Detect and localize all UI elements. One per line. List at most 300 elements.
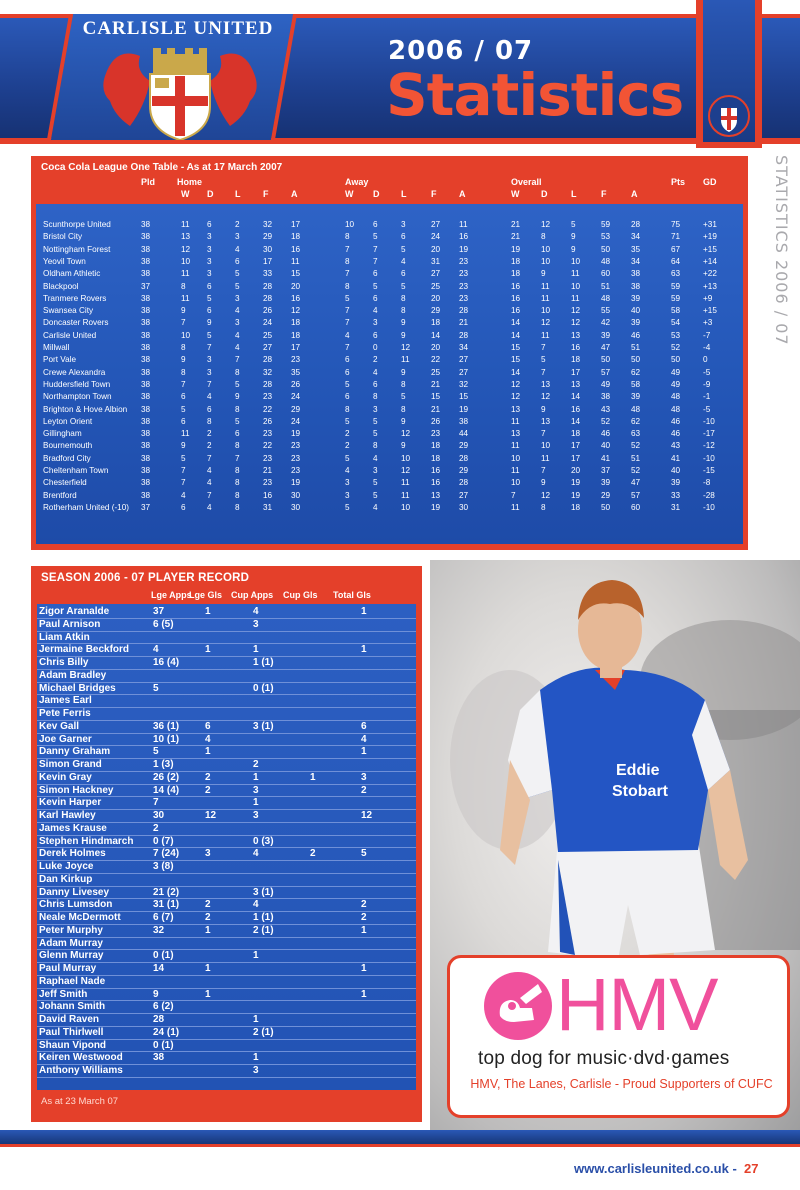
player-stat: 4: [205, 733, 211, 745]
league-row: [31, 343, 748, 355]
league-cell: 38: [141, 306, 151, 316]
league-cell: 67: [671, 244, 681, 254]
league-cell: 39: [601, 330, 611, 340]
player-name: Jeff Smith: [39, 988, 88, 1000]
league-cell: 55: [601, 306, 611, 316]
league-cell: 7: [541, 466, 546, 475]
player-stat: 24 (1): [153, 1026, 180, 1038]
league-cell: 17: [571, 367, 581, 377]
league-row: [31, 306, 748, 318]
league-cell: 10: [541, 256, 551, 266]
league-subheader-a: A: [631, 189, 638, 199]
league-cell: 24: [431, 232, 441, 242]
league-cell: 16: [263, 490, 273, 500]
league-cell: 6: [345, 367, 350, 377]
league-header-pld: Pld: [141, 177, 156, 187]
player-stat: 3: [253, 618, 259, 630]
hmv-supporters-text: HMV, The Lanes, Carlisle - Proud Supporters of CUFC: [470, 1077, 773, 1091]
league-row: [31, 355, 748, 367]
league-cell: 6: [207, 281, 212, 291]
league-cell: 5: [207, 330, 212, 340]
player-stat: 7 (24): [153, 848, 180, 860]
league-cell: 18: [291, 318, 301, 328]
team-name: Chesterfield: [43, 478, 87, 488]
team-name: Swansea City: [43, 306, 94, 316]
league-cell: 24: [263, 318, 273, 328]
league-cell: 2: [207, 441, 212, 451]
league-cell: 14: [511, 367, 521, 377]
team-name: Huddersfield Town: [43, 379, 111, 389]
team-name: Northampton Town: [43, 392, 112, 402]
league-cell: 19: [431, 502, 441, 512]
player-stat: 1: [361, 746, 367, 758]
league-cell: 31: [431, 256, 441, 266]
player-stat: 1 (1): [253, 657, 274, 668]
league-cell: 8: [235, 367, 240, 377]
league-cell: 23: [263, 453, 273, 463]
player-stat: 2: [153, 822, 159, 834]
league-cell: 9: [541, 269, 546, 279]
player-stat: 6 (7): [153, 912, 174, 923]
player-name: Peter Murphy: [39, 924, 103, 936]
league-cell: 11: [571, 269, 580, 279]
league-cell: 5: [235, 281, 240, 291]
league-cell: 26: [291, 379, 301, 389]
player-name: Johann Smith: [39, 1001, 106, 1013]
player-stat: 1 (3): [153, 759, 174, 770]
player-row: [37, 619, 416, 632]
league-cell: 5: [373, 478, 378, 488]
player-stat: 16 (4): [153, 657, 180, 668]
league-subheader-d: D: [541, 189, 548, 199]
league-cell: 47: [601, 343, 611, 352]
league-row: [31, 245, 748, 257]
player-stat: 2: [361, 784, 367, 796]
league-cell: 37: [601, 466, 611, 475]
league-cell: 63: [671, 269, 681, 279]
league-cell: 4: [235, 244, 240, 254]
footer-line: [0, 1144, 800, 1147]
league-cell: 49: [601, 379, 611, 389]
player-row: [37, 734, 416, 747]
league-cell: 8: [401, 404, 406, 414]
league-cell: 6: [345, 355, 350, 365]
league-cell: 21: [431, 404, 441, 414]
league-cell: 10: [181, 256, 191, 266]
league-cell: 59: [601, 220, 611, 229]
player-stat: 2: [361, 899, 367, 911]
league-cell: 19: [571, 490, 581, 500]
player-row: [37, 785, 416, 798]
league-cell: 9: [207, 318, 212, 328]
league-cell: 34: [459, 343, 469, 352]
league-cell: 38: [141, 416, 151, 426]
league-cell: 38: [141, 269, 151, 279]
player-record: [31, 566, 422, 1122]
league-cell: 9: [541, 478, 546, 488]
league-cell: 50: [601, 355, 611, 365]
player-row: [37, 797, 416, 810]
league-cell: 8: [541, 502, 546, 512]
player-stat: 1: [253, 644, 259, 656]
league-cell: 4: [207, 502, 212, 512]
league-cell: 8: [235, 478, 240, 488]
team-name: Rotherham United (-10): [43, 502, 130, 512]
league-cell: 37: [141, 281, 151, 291]
player-stat: 14: [153, 963, 165, 974]
league-cell: 39: [671, 478, 681, 488]
hmv-advert[interactable]: [447, 955, 790, 1118]
player-row: [37, 874, 416, 887]
league-cell: 16: [571, 404, 581, 414]
league-cell: 23: [263, 429, 273, 439]
league-cell: 44: [459, 429, 469, 439]
player-stat: 1 (1): [253, 912, 274, 923]
team-name: Leyton Orient: [43, 416, 93, 426]
league-cell: 38: [601, 392, 611, 402]
league-cell: 26: [431, 416, 441, 426]
league-cell: 40: [631, 306, 641, 316]
league-cell: 11: [541, 281, 550, 291]
league-cell: 0: [373, 343, 378, 352]
player-name: James Earl: [39, 695, 92, 707]
league-cell: 38: [141, 379, 151, 389]
league-subheader-f: F: [431, 189, 437, 199]
player-row: [37, 861, 416, 874]
league-cell: 5: [541, 355, 546, 365]
league-subheader-f: F: [601, 189, 607, 199]
league-cell: 19: [459, 404, 469, 414]
footer-url-link[interactable]: www.carlisleunited.co.uk -: [574, 1161, 737, 1176]
league-cell: 8: [235, 404, 240, 414]
shirt-sponsor-line1: Eddie: [616, 762, 660, 779]
player-stat: 31 (1): [153, 899, 180, 911]
league-cell: 8: [181, 281, 186, 291]
player-row: [37, 632, 416, 645]
league-cell: 20: [571, 466, 581, 475]
league-cell: 8: [207, 416, 212, 426]
league-cell: 75: [671, 220, 681, 229]
league-cell: 22: [263, 404, 273, 414]
league-cell: 20: [431, 293, 441, 303]
league-cell: 5: [181, 404, 186, 414]
player-record-body: [37, 604, 416, 1090]
league-row: [31, 503, 748, 515]
league-cell: 11: [571, 293, 580, 303]
league-cell: 38: [459, 416, 469, 426]
team-name: Cheltenham Town: [43, 466, 109, 475]
league-cell: 38: [141, 232, 151, 242]
player-stat: 2: [310, 848, 316, 860]
league-cell: 29: [431, 306, 441, 316]
league-cell: 12: [541, 392, 551, 402]
league-cell: 12: [401, 429, 411, 439]
player-stat: 30: [153, 810, 165, 821]
player-stat: 32: [153, 924, 165, 936]
league-cell: 7: [207, 453, 212, 463]
league-cell: 3: [207, 269, 212, 279]
player-stat: 0 (1): [153, 1039, 174, 1051]
league-cell: 5: [235, 269, 240, 279]
player-stat: 37: [153, 606, 165, 617]
league-cell: -7: [703, 330, 711, 340]
league-cell: 52: [631, 441, 641, 451]
league-cell: 23: [263, 478, 273, 488]
player-record-note: As at 23 March 07: [41, 1096, 119, 1107]
league-cell: 32: [263, 220, 273, 229]
league-cell: 18: [291, 232, 301, 242]
league-cell: 5: [373, 490, 378, 500]
league-cell: 46: [671, 416, 681, 426]
player-stat: 1: [253, 771, 259, 783]
league-cell: 14: [571, 416, 581, 426]
league-cell: 4: [235, 343, 240, 352]
team-name: Carlisle United: [43, 330, 97, 340]
player-stat: 4: [253, 848, 259, 860]
player-row: [37, 848, 416, 861]
player-name: Liam Atkin: [39, 631, 90, 643]
player-stat: 1: [253, 797, 259, 809]
player-row: [37, 1040, 416, 1053]
player-stat: 1: [361, 606, 367, 617]
league-cell: 20: [291, 281, 301, 291]
player-stat: 1: [361, 924, 367, 936]
player-stat: 5: [153, 746, 159, 758]
record-header-2: Cup Apps: [231, 590, 274, 600]
league-cell: 17: [571, 441, 581, 451]
player-name: Adam Murray: [39, 937, 103, 949]
player-stat: 1: [253, 950, 259, 962]
player-stat: 2: [253, 759, 259, 770]
league-cell: 6: [401, 269, 406, 279]
player-name: Keiren Westwood: [39, 1052, 123, 1064]
league-cell: +19: [703, 232, 717, 242]
league-subheader-l: L: [235, 189, 241, 199]
player-name: Paul Thirlwell: [39, 1026, 104, 1038]
league-cell: 28: [459, 453, 469, 463]
league-cell: 8: [181, 343, 186, 352]
league-cell: 10: [401, 502, 411, 512]
league-cell: 10: [511, 478, 521, 488]
league-cell: 11: [401, 490, 410, 500]
league-cell: 32: [263, 367, 273, 377]
league-cell: 28: [263, 379, 273, 389]
league-cell: -17: [703, 429, 715, 439]
league-cell: 8: [235, 490, 240, 500]
league-cell: 38: [141, 367, 151, 377]
league-cell: 6: [207, 220, 212, 229]
league-cell: 22: [263, 441, 273, 451]
league-cell: 28: [459, 306, 469, 316]
league-cell: 60: [601, 269, 611, 279]
league-cell: 47: [631, 478, 641, 488]
league-cell: 5: [235, 379, 240, 389]
team-name: Doncaster Rovers: [43, 318, 109, 328]
player-row: [37, 912, 416, 925]
league-cell: -12: [703, 441, 715, 451]
player-stat: 6: [361, 720, 367, 732]
league-cell: 8: [235, 466, 240, 475]
league-cell: 38: [141, 293, 151, 303]
league-cell: 11: [181, 269, 190, 279]
league-cell: 6: [373, 379, 378, 389]
league-cell: 58: [631, 379, 641, 389]
league-cell: 9: [235, 392, 240, 402]
league-cell: 15: [291, 269, 301, 279]
league-cell: 3: [207, 256, 212, 266]
player-stat: 0 (3): [253, 835, 274, 847]
league-cell: 3: [235, 318, 240, 328]
league-cell: 53: [601, 232, 611, 242]
player-row: [37, 1027, 416, 1040]
league-cell: 23: [263, 392, 273, 402]
league-cell: +15: [703, 244, 717, 254]
league-row: [31, 294, 748, 306]
player-stat: 1: [205, 924, 211, 936]
league-cell: 7: [541, 367, 546, 377]
league-subheader-w: W: [511, 189, 520, 199]
player-stat: 21 (2): [153, 886, 180, 898]
player-name: Simon Hackney: [39, 784, 114, 796]
league-cell: 23: [291, 441, 301, 451]
league-cell: 38: [141, 392, 151, 402]
league-cell: 12: [511, 379, 521, 389]
player-stat: 5: [361, 848, 367, 860]
league-cell: 18: [511, 256, 521, 266]
league-subheader-l: L: [401, 189, 407, 199]
league-cell: 11: [511, 441, 520, 451]
league-cell: 27: [263, 343, 273, 352]
player-name: Jermaine Beckford: [39, 644, 130, 656]
league-row: [31, 282, 748, 294]
player-stat: 3: [253, 1065, 259, 1076]
league-cell: 62: [631, 367, 641, 377]
page-header: [0, 0, 800, 150]
league-cell: 5: [373, 281, 378, 291]
league-cell: 38: [141, 220, 151, 229]
league-cell: 8: [345, 256, 350, 266]
league-cell: 28: [631, 220, 641, 229]
league-cell: 38: [141, 478, 151, 488]
league-cell: -10: [703, 416, 715, 426]
player-stat: 1: [361, 988, 367, 1000]
league-cell: 38: [141, 355, 151, 365]
team-name: Brighton & Hove Albion: [43, 404, 128, 414]
league-cell: 18: [571, 429, 581, 439]
league-cell: 11: [511, 502, 520, 512]
league-cell: 6: [207, 306, 212, 316]
team-name: Tranmere Rovers: [43, 293, 107, 303]
league-header-home: Home: [177, 177, 203, 187]
player-stat: 10 (1): [153, 733, 180, 745]
league-cell: 58: [671, 306, 681, 316]
league-cell: 13: [511, 404, 521, 414]
player-name: Raphael Nade: [39, 975, 106, 987]
league-cell: 50: [631, 355, 641, 365]
league-cell: 29: [263, 232, 273, 242]
league-cell: 7: [181, 478, 186, 488]
league-cell: 30: [263, 244, 273, 254]
league-cell: 19: [571, 478, 581, 488]
club-name: CARLISLE UNITED: [82, 18, 274, 39]
player-row: [37, 644, 416, 657]
league-cell: 15: [511, 355, 521, 365]
hmv-brand: HMV: [556, 963, 718, 1046]
league-subheader-d: D: [207, 189, 214, 199]
player-name: Chris Billy: [39, 657, 89, 668]
league-cell: 41: [671, 453, 681, 463]
player-stat: 4: [361, 733, 367, 745]
league-table: [31, 156, 748, 550]
league-table-title: Coca Cola League One Table - As at 17 March 2007: [41, 162, 283, 173]
player-row: [37, 976, 416, 989]
league-cell: 4: [373, 502, 378, 512]
league-cell: 5: [373, 232, 378, 242]
league-cell: 51: [601, 281, 611, 291]
league-row: [31, 380, 748, 392]
record-header-1: Lge Gls: [189, 590, 223, 600]
league-cell: -1: [703, 392, 711, 402]
league-cell: 39: [631, 318, 641, 328]
player-row: [37, 708, 416, 721]
league-cell: 63: [631, 429, 641, 439]
league-cell: -9: [703, 379, 711, 389]
player-stat: 2: [205, 899, 211, 911]
team-name: Yeovil Town: [43, 256, 86, 266]
player-stat: 1: [205, 644, 211, 656]
player-name: Joe Garner: [39, 733, 92, 745]
league-cell: 15: [459, 392, 469, 402]
league-cell: +15: [703, 306, 717, 316]
league-cell: 2: [373, 355, 378, 365]
player-stat: 1: [253, 1014, 259, 1025]
league-cell: -10: [703, 453, 715, 463]
league-row: [31, 220, 748, 232]
league-cell: 48: [631, 404, 641, 414]
league-cell: 10: [345, 220, 355, 229]
league-cell: 43: [601, 404, 611, 414]
league-cell: 4: [235, 330, 240, 340]
league-cell: 5: [571, 220, 576, 229]
league-cell: 8: [345, 232, 350, 242]
league-cell: 28: [459, 478, 469, 488]
league-cell: 26: [263, 416, 273, 426]
player-row: [37, 657, 416, 670]
player-stat: 12: [205, 810, 217, 821]
league-cell: 34: [631, 232, 641, 242]
league-cell: 4: [345, 466, 350, 475]
player-stat: 2: [205, 784, 211, 796]
player-row: [37, 1001, 416, 1014]
league-cell: 23: [291, 355, 301, 365]
player-stat: 3 (8): [153, 861, 174, 872]
player-stat: 28: [153, 1014, 165, 1025]
league-cell: 7: [181, 379, 186, 389]
league-row: [31, 392, 748, 404]
league-cell: 46: [671, 429, 681, 439]
shirt-sponsor-line2: Stobart: [612, 783, 668, 800]
player-stat: 9: [153, 988, 159, 1000]
league-cell: 8: [345, 404, 350, 414]
player-name: Simon Grand: [39, 759, 102, 770]
league-cell: 11: [541, 330, 550, 340]
league-cell: 32: [459, 379, 469, 389]
league-cell: 9: [181, 441, 186, 451]
season-label: 2006 / 07: [388, 36, 534, 66]
player-stat: 0 (1): [153, 950, 174, 962]
player-name: Derek Holmes: [39, 848, 106, 860]
league-cell: 30: [291, 490, 301, 500]
